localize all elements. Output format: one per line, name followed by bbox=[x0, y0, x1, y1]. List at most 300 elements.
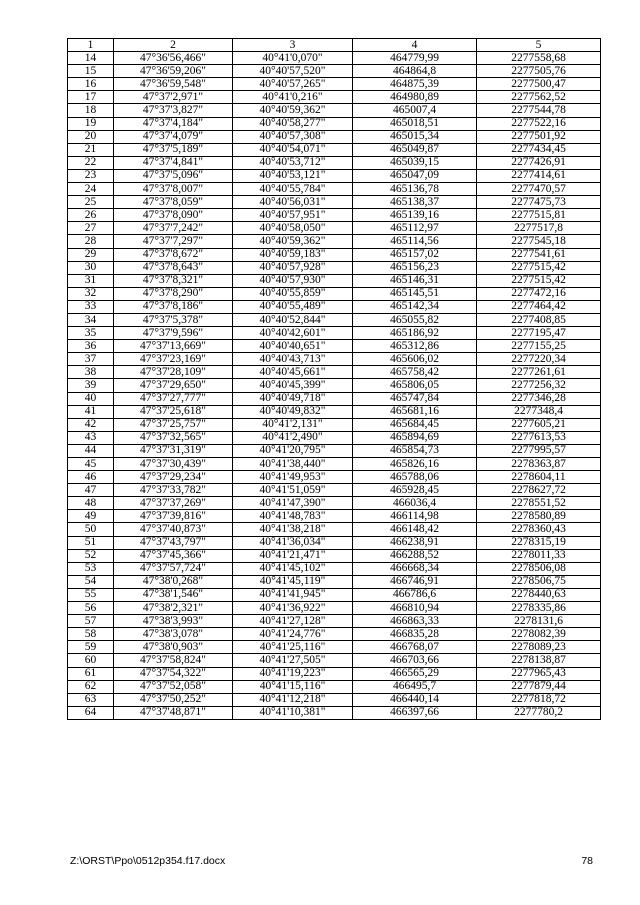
cell-y-coordinate: 2278315,19 bbox=[477, 536, 601, 549]
cell-latitude: 47°36'56,466" bbox=[114, 52, 233, 65]
cell-longitude: 40°40'52,844" bbox=[233, 313, 353, 326]
cell-x-coordinate: 465049,87 bbox=[353, 143, 477, 156]
cell-latitude: 47°37'27,777" bbox=[114, 392, 233, 405]
cell-longitude: 40°40'59,183" bbox=[233, 248, 353, 261]
cell-longitude: 40°41'2,490" bbox=[233, 431, 353, 444]
cell-latitude: 47°37'7,297" bbox=[114, 235, 233, 248]
cell-y-coordinate: 2278011,33 bbox=[477, 549, 601, 562]
cell-y-coordinate: 2277256,32 bbox=[477, 379, 601, 392]
cell-y-coordinate: 2277544,78 bbox=[477, 104, 601, 117]
table-row bbox=[68, 222, 601, 235]
cell-point-number: 15 bbox=[68, 65, 114, 78]
cell-longitude: 40°41'38,218" bbox=[233, 523, 353, 536]
cell-point-number: 42 bbox=[68, 418, 114, 431]
cell-x-coordinate: 466397,66 bbox=[353, 706, 477, 719]
cell-x-coordinate: 465015,34 bbox=[353, 130, 477, 143]
cell-y-coordinate: 2277545,18 bbox=[477, 235, 601, 248]
cell-y-coordinate: 2278335,86 bbox=[477, 602, 601, 615]
cell-x-coordinate: 464779,99 bbox=[353, 52, 477, 65]
cell-latitude: 47°37'2,971" bbox=[114, 91, 233, 104]
cell-longitude: 40°40'59,362" bbox=[233, 235, 353, 248]
cell-longitude: 40°41'25,116" bbox=[233, 641, 353, 654]
cell-point-number: 55 bbox=[68, 588, 114, 601]
cell-x-coordinate: 465142,34 bbox=[353, 300, 477, 313]
cell-point-number: 34 bbox=[68, 313, 114, 326]
table-row bbox=[68, 641, 601, 654]
cell-y-coordinate: 2277500,47 bbox=[477, 78, 601, 91]
cell-y-coordinate: 2278627,72 bbox=[477, 484, 601, 497]
table-row bbox=[68, 497, 601, 510]
cell-point-number: 43 bbox=[68, 431, 114, 444]
cell-latitude: 47°37'43,797" bbox=[114, 536, 233, 549]
cell-latitude: 47°37'8,007" bbox=[114, 183, 233, 196]
cell-latitude: 47°36'59,548" bbox=[114, 78, 233, 91]
cell-x-coordinate: 465047,09 bbox=[353, 169, 477, 182]
cell-longitude: 40°41'2,131" bbox=[233, 418, 353, 431]
table-row bbox=[68, 52, 601, 65]
cell-longitude: 40°40'53,712" bbox=[233, 156, 353, 169]
footer-file-path: Z:\ORST\Ppo\0512p354.f17.docx bbox=[70, 855, 226, 867]
table-row bbox=[68, 91, 601, 104]
cell-longitude: 40°41'12,218" bbox=[233, 693, 353, 706]
table-row bbox=[68, 130, 601, 143]
cell-point-number: 56 bbox=[68, 602, 114, 615]
cell-latitude: 47°36'59,206" bbox=[114, 65, 233, 78]
table-row bbox=[68, 261, 601, 274]
table-row bbox=[68, 536, 601, 549]
cell-point-number: 62 bbox=[68, 680, 114, 693]
table-row bbox=[68, 65, 601, 78]
cell-x-coordinate: 465136,78 bbox=[353, 183, 477, 196]
cell-y-coordinate: 2277522,16 bbox=[477, 117, 601, 130]
cell-latitude: 47°37'8,321" bbox=[114, 274, 233, 287]
cell-longitude: 40°41'27,505" bbox=[233, 654, 353, 667]
cell-y-coordinate: 2277613,53 bbox=[477, 431, 601, 444]
cell-latitude: 47°37'28,109" bbox=[114, 366, 233, 379]
cell-x-coordinate: 466746,91 bbox=[353, 575, 477, 588]
table-row bbox=[68, 117, 601, 130]
cell-longitude: 40°41'51,059" bbox=[233, 484, 353, 497]
cell-y-coordinate: 2278131,6 bbox=[477, 615, 601, 628]
cell-x-coordinate: 464875,39 bbox=[353, 78, 477, 91]
cell-point-number: 33 bbox=[68, 300, 114, 313]
cell-point-number: 17 bbox=[68, 91, 114, 104]
table-row bbox=[68, 405, 601, 418]
cell-longitude: 40°40'59,362" bbox=[233, 104, 353, 117]
cell-point-number: 48 bbox=[68, 497, 114, 510]
table-row bbox=[68, 248, 601, 261]
cell-point-number: 54 bbox=[68, 575, 114, 588]
cell-longitude: 40°40'57,308" bbox=[233, 130, 353, 143]
cell-latitude: 47°37'45,366" bbox=[114, 549, 233, 562]
cell-latitude: 47°37'5,378" bbox=[114, 313, 233, 326]
cell-point-number: 38 bbox=[68, 366, 114, 379]
cell-point-number: 64 bbox=[68, 706, 114, 719]
cell-longitude: 40°40'42,601" bbox=[233, 327, 353, 340]
cell-y-coordinate: 2277346,28 bbox=[477, 392, 601, 405]
cell-point-number: 26 bbox=[68, 209, 114, 222]
cell-x-coordinate: 466786,6 bbox=[353, 588, 477, 601]
cell-latitude: 47°37'5,096" bbox=[114, 169, 233, 182]
cell-latitude: 47°37'31,319" bbox=[114, 444, 233, 457]
cell-y-coordinate: 2277965,43 bbox=[477, 667, 601, 680]
cell-point-number: 29 bbox=[68, 248, 114, 261]
cell-longitude: 40°40'57,520" bbox=[233, 65, 353, 78]
cell-y-coordinate: 2277426,91 bbox=[477, 156, 601, 169]
cell-latitude: 47°37'4,184" bbox=[114, 117, 233, 130]
cell-longitude: 40°41'21,471" bbox=[233, 549, 353, 562]
table-row bbox=[68, 588, 601, 601]
cell-point-number: 51 bbox=[68, 536, 114, 549]
cell-x-coordinate: 465146,31 bbox=[353, 274, 477, 287]
cell-y-coordinate: 2277780,2 bbox=[477, 706, 601, 719]
table-row bbox=[68, 340, 601, 353]
cell-latitude: 47°37'8,290" bbox=[114, 287, 233, 300]
cell-longitude: 40°41'19,223" bbox=[233, 667, 353, 680]
cell-longitude: 40°40'40,651" bbox=[233, 340, 353, 353]
cell-y-coordinate: 2277605,21 bbox=[477, 418, 601, 431]
cell-longitude: 40°40'54,071" bbox=[233, 143, 353, 156]
table-row bbox=[68, 549, 601, 562]
cell-longitude: 40°41'48,783" bbox=[233, 510, 353, 523]
cell-y-coordinate: 2277464,42 bbox=[477, 300, 601, 313]
cell-longitude: 40°40'49,832" bbox=[233, 405, 353, 418]
table-row bbox=[68, 196, 601, 209]
cell-y-coordinate: 2277470,57 bbox=[477, 183, 601, 196]
cell-x-coordinate: 466835,28 bbox=[353, 628, 477, 641]
cell-latitude: 47°37'29,650" bbox=[114, 379, 233, 392]
cell-point-number: 45 bbox=[68, 458, 114, 471]
cell-longitude: 40°40'57,930" bbox=[233, 274, 353, 287]
cell-point-number: 58 bbox=[68, 628, 114, 641]
cell-x-coordinate: 466863,33 bbox=[353, 615, 477, 628]
table-row bbox=[68, 209, 601, 222]
cell-longitude: 40°41'0,070" bbox=[233, 52, 353, 65]
cell-x-coordinate: 465788,06 bbox=[353, 471, 477, 484]
cell-y-coordinate: 2277220,34 bbox=[477, 353, 601, 366]
cell-y-coordinate: 2277414,61 bbox=[477, 169, 601, 182]
cell-longitude: 40°41'45,102" bbox=[233, 562, 353, 575]
cell-x-coordinate: 466565,29 bbox=[353, 667, 477, 680]
cell-point-number: 41 bbox=[68, 405, 114, 418]
table-row bbox=[68, 327, 601, 340]
table-row bbox=[68, 458, 601, 471]
cell-point-number: 40 bbox=[68, 392, 114, 405]
cell-x-coordinate: 466288,52 bbox=[353, 549, 477, 562]
cell-x-coordinate: 466768,07 bbox=[353, 641, 477, 654]
cell-y-coordinate: 2278551,52 bbox=[477, 497, 601, 510]
column-header-x-coordinate: 4 bbox=[353, 39, 477, 52]
cell-y-coordinate: 2277155,25 bbox=[477, 340, 601, 353]
cell-y-coordinate: 2277818,72 bbox=[477, 693, 601, 706]
table-row bbox=[68, 287, 601, 300]
cell-latitude: 47°37'57,724" bbox=[114, 562, 233, 575]
cell-latitude: 47°38'3,078" bbox=[114, 628, 233, 641]
cell-point-number: 25 bbox=[68, 196, 114, 209]
cell-x-coordinate: 464980,89 bbox=[353, 91, 477, 104]
cell-y-coordinate: 2277408,85 bbox=[477, 313, 601, 326]
cell-latitude: 47°37'13,669" bbox=[114, 340, 233, 353]
table-row bbox=[68, 575, 601, 588]
cell-point-number: 59 bbox=[68, 641, 114, 654]
table-row bbox=[68, 523, 601, 536]
table-row bbox=[68, 510, 601, 523]
cell-point-number: 24 bbox=[68, 183, 114, 196]
table-row bbox=[68, 235, 601, 248]
cell-y-coordinate: 2278440,63 bbox=[477, 588, 601, 601]
cell-latitude: 47°38'1,546" bbox=[114, 588, 233, 601]
table-row bbox=[68, 693, 601, 706]
cell-y-coordinate: 2277195,47 bbox=[477, 327, 601, 340]
table-row bbox=[68, 379, 601, 392]
cell-point-number: 60 bbox=[68, 654, 114, 667]
cell-longitude: 40°41'24,776" bbox=[233, 628, 353, 641]
table-header-row bbox=[68, 39, 601, 52]
cell-point-number: 39 bbox=[68, 379, 114, 392]
cell-longitude: 40°40'56,031" bbox=[233, 196, 353, 209]
cell-y-coordinate: 2277995,57 bbox=[477, 444, 601, 457]
cell-point-number: 52 bbox=[68, 549, 114, 562]
cell-x-coordinate: 465186,92 bbox=[353, 327, 477, 340]
cell-x-coordinate: 466114,98 bbox=[353, 510, 477, 523]
cell-point-number: 22 bbox=[68, 156, 114, 169]
cell-latitude: 47°37'5,189" bbox=[114, 143, 233, 156]
cell-x-coordinate: 466495,7 bbox=[353, 680, 477, 693]
cell-longitude: 40°41'15,116" bbox=[233, 680, 353, 693]
table-row bbox=[68, 313, 601, 326]
table-row bbox=[68, 274, 601, 287]
table-row bbox=[68, 615, 601, 628]
cell-latitude: 47°37'8,090" bbox=[114, 209, 233, 222]
cell-point-number: 23 bbox=[68, 169, 114, 182]
table-row bbox=[68, 667, 601, 680]
cell-longitude: 40°41'36,922" bbox=[233, 602, 353, 615]
cell-x-coordinate: 465039,15 bbox=[353, 156, 477, 169]
cell-latitude: 47°37'7,242" bbox=[114, 222, 233, 235]
cell-longitude: 40°41'36,034" bbox=[233, 536, 353, 549]
cell-longitude: 40°40'53,121" bbox=[233, 169, 353, 182]
cell-longitude: 40°40'55,784" bbox=[233, 183, 353, 196]
table-row bbox=[68, 300, 601, 313]
cell-x-coordinate: 465112,97 bbox=[353, 222, 477, 235]
cell-point-number: 20 bbox=[68, 130, 114, 143]
cell-y-coordinate: 2278506,08 bbox=[477, 562, 601, 575]
column-header-latitude: 2 bbox=[114, 39, 233, 52]
cell-y-coordinate: 2277562,52 bbox=[477, 91, 601, 104]
cell-y-coordinate: 2277475,73 bbox=[477, 196, 601, 209]
cell-y-coordinate: 2277515,42 bbox=[477, 274, 601, 287]
cell-latitude: 47°37'8,186" bbox=[114, 300, 233, 313]
cell-point-number: 27 bbox=[68, 222, 114, 235]
cell-y-coordinate: 2277517,8 bbox=[477, 222, 601, 235]
cell-x-coordinate: 466703,66 bbox=[353, 654, 477, 667]
cell-x-coordinate: 465826,16 bbox=[353, 458, 477, 471]
cell-latitude: 47°37'4,079" bbox=[114, 130, 233, 143]
cell-point-number: 35 bbox=[68, 327, 114, 340]
cell-y-coordinate: 2277879,44 bbox=[477, 680, 601, 693]
column-header-y-coordinate: 5 bbox=[477, 39, 601, 52]
cell-longitude: 40°40'49,718" bbox=[233, 392, 353, 405]
table-row bbox=[68, 104, 601, 117]
cell-longitude: 40°41'27,128" bbox=[233, 615, 353, 628]
cell-x-coordinate: 466440,14 bbox=[353, 693, 477, 706]
cell-latitude: 47°37'8,643" bbox=[114, 261, 233, 274]
cell-y-coordinate: 2278604,11 bbox=[477, 471, 601, 484]
cell-x-coordinate: 465894,69 bbox=[353, 431, 477, 444]
table-row bbox=[68, 706, 601, 719]
cell-latitude: 47°37'25,757" bbox=[114, 418, 233, 431]
cell-x-coordinate: 465138,37 bbox=[353, 196, 477, 209]
cell-longitude: 40°41'10,381" bbox=[233, 706, 353, 719]
cell-x-coordinate: 465606,02 bbox=[353, 353, 477, 366]
cell-x-coordinate: 465114,56 bbox=[353, 235, 477, 248]
cell-y-coordinate: 2278580,89 bbox=[477, 510, 601, 523]
cell-point-number: 14 bbox=[68, 52, 114, 65]
cell-y-coordinate: 2278363,87 bbox=[477, 458, 601, 471]
cell-point-number: 21 bbox=[68, 143, 114, 156]
cell-y-coordinate: 2278506,75 bbox=[477, 575, 601, 588]
cell-point-number: 28 bbox=[68, 235, 114, 248]
cell-latitude: 47°37'25,618" bbox=[114, 405, 233, 418]
cell-x-coordinate: 465007,4 bbox=[353, 104, 477, 117]
cell-longitude: 40°41'47,390" bbox=[233, 497, 353, 510]
cell-y-coordinate: 2278082,39 bbox=[477, 628, 601, 641]
cell-latitude: 47°37'48,871" bbox=[114, 706, 233, 719]
cell-y-coordinate: 2277472,16 bbox=[477, 287, 601, 300]
cell-y-coordinate: 2277541,61 bbox=[477, 248, 601, 261]
cell-y-coordinate: 2277558,68 bbox=[477, 52, 601, 65]
cell-y-coordinate: 2277261,61 bbox=[477, 366, 601, 379]
cell-latitude: 47°37'4,841" bbox=[114, 156, 233, 169]
cell-longitude: 40°41'49,953" bbox=[233, 471, 353, 484]
cell-x-coordinate: 465854,73 bbox=[353, 444, 477, 457]
cell-x-coordinate: 465157,02 bbox=[353, 248, 477, 261]
table-row bbox=[68, 602, 601, 615]
cell-y-coordinate: 2277434,45 bbox=[477, 143, 601, 156]
cell-x-coordinate: 465139,16 bbox=[353, 209, 477, 222]
cell-point-number: 37 bbox=[68, 353, 114, 366]
cell-latitude: 47°37'58,824" bbox=[114, 654, 233, 667]
table-row bbox=[68, 562, 601, 575]
cell-longitude: 40°40'43,713" bbox=[233, 353, 353, 366]
cell-point-number: 46 bbox=[68, 471, 114, 484]
table-row bbox=[68, 353, 601, 366]
cell-longitude: 40°40'45,399" bbox=[233, 379, 353, 392]
cell-x-coordinate: 465747,84 bbox=[353, 392, 477, 405]
cell-latitude: 47°38'0,268" bbox=[114, 575, 233, 588]
cell-latitude: 47°37'37,269" bbox=[114, 497, 233, 510]
cell-x-coordinate: 465758,42 bbox=[353, 366, 477, 379]
footer-page-number: 78 bbox=[581, 855, 593, 867]
cell-latitude: 47°37'30,439" bbox=[114, 458, 233, 471]
cell-longitude: 40°41'38,440" bbox=[233, 458, 353, 471]
table-row bbox=[68, 680, 601, 693]
cell-y-coordinate: 2277515,42 bbox=[477, 261, 601, 274]
cell-point-number: 49 bbox=[68, 510, 114, 523]
coordinates-table bbox=[67, 38, 601, 720]
cell-x-coordinate: 465055,82 bbox=[353, 313, 477, 326]
cell-longitude: 40°41'41,945" bbox=[233, 588, 353, 601]
cell-point-number: 31 bbox=[68, 274, 114, 287]
cell-point-number: 44 bbox=[68, 444, 114, 457]
cell-point-number: 36 bbox=[68, 340, 114, 353]
cell-y-coordinate: 2278138,87 bbox=[477, 654, 601, 667]
cell-point-number: 61 bbox=[68, 667, 114, 680]
cell-y-coordinate: 2278360,43 bbox=[477, 523, 601, 536]
table-row bbox=[68, 366, 601, 379]
table-row bbox=[68, 418, 601, 431]
cell-point-number: 19 bbox=[68, 117, 114, 130]
cell-x-coordinate: 466668,34 bbox=[353, 562, 477, 575]
cell-point-number: 50 bbox=[68, 523, 114, 536]
cell-y-coordinate: 2278089,23 bbox=[477, 641, 601, 654]
cell-x-coordinate: 464864,8 bbox=[353, 65, 477, 78]
table-row bbox=[68, 484, 601, 497]
cell-point-number: 32 bbox=[68, 287, 114, 300]
cell-latitude: 47°37'50,252" bbox=[114, 693, 233, 706]
cell-latitude: 47°38'2,321" bbox=[114, 602, 233, 615]
cell-point-number: 16 bbox=[68, 78, 114, 91]
table-row bbox=[68, 156, 601, 169]
cell-x-coordinate: 465018,51 bbox=[353, 117, 477, 130]
cell-x-coordinate: 465312,86 bbox=[353, 340, 477, 353]
cell-latitude: 47°37'33,782" bbox=[114, 484, 233, 497]
cell-longitude: 40°40'45,661" bbox=[233, 366, 353, 379]
cell-latitude: 47°37'39,816" bbox=[114, 510, 233, 523]
cell-y-coordinate: 2277505,76 bbox=[477, 65, 601, 78]
cell-longitude: 40°40'58,050" bbox=[233, 222, 353, 235]
cell-x-coordinate: 466810,94 bbox=[353, 602, 477, 615]
cell-x-coordinate: 465928,45 bbox=[353, 484, 477, 497]
table-row bbox=[68, 654, 601, 667]
cell-latitude: 47°37'9,596" bbox=[114, 327, 233, 340]
table-row bbox=[68, 143, 601, 156]
table-body bbox=[68, 39, 601, 720]
cell-longitude: 40°41'0,216" bbox=[233, 91, 353, 104]
cell-latitude: 47°38'3,993" bbox=[114, 615, 233, 628]
table-row bbox=[68, 431, 601, 444]
cell-longitude: 40°40'57,265" bbox=[233, 78, 353, 91]
cell-longitude: 40°40'55,489" bbox=[233, 300, 353, 313]
cell-x-coordinate: 465681,16 bbox=[353, 405, 477, 418]
table-row bbox=[68, 628, 601, 641]
cell-y-coordinate: 2277515,81 bbox=[477, 209, 601, 222]
cell-latitude: 47°38'0,903" bbox=[114, 641, 233, 654]
table-row bbox=[68, 169, 601, 182]
table-row bbox=[68, 444, 601, 457]
cell-longitude: 40°41'45,119" bbox=[233, 575, 353, 588]
cell-x-coordinate: 466238,91 bbox=[353, 536, 477, 549]
cell-latitude: 47°37'52,058" bbox=[114, 680, 233, 693]
table-row bbox=[68, 78, 601, 91]
table-row bbox=[68, 183, 601, 196]
cell-longitude: 40°40'57,928" bbox=[233, 261, 353, 274]
cell-x-coordinate: 465156,23 bbox=[353, 261, 477, 274]
cell-x-coordinate: 466036,4 bbox=[353, 497, 477, 510]
cell-longitude: 40°41'20,795" bbox=[233, 444, 353, 457]
cell-latitude: 47°37'3,827" bbox=[114, 104, 233, 117]
cell-latitude: 47°37'40,873" bbox=[114, 523, 233, 536]
table-row bbox=[68, 471, 601, 484]
cell-point-number: 53 bbox=[68, 562, 114, 575]
cell-latitude: 47°37'54,322" bbox=[114, 667, 233, 680]
cell-latitude: 47°37'29,234" bbox=[114, 471, 233, 484]
cell-point-number: 18 bbox=[68, 104, 114, 117]
cell-latitude: 47°37'8,672" bbox=[114, 248, 233, 261]
cell-x-coordinate: 465684,45 bbox=[353, 418, 477, 431]
cell-longitude: 40°40'55,859" bbox=[233, 287, 353, 300]
cell-y-coordinate: 2277348,4 bbox=[477, 405, 601, 418]
